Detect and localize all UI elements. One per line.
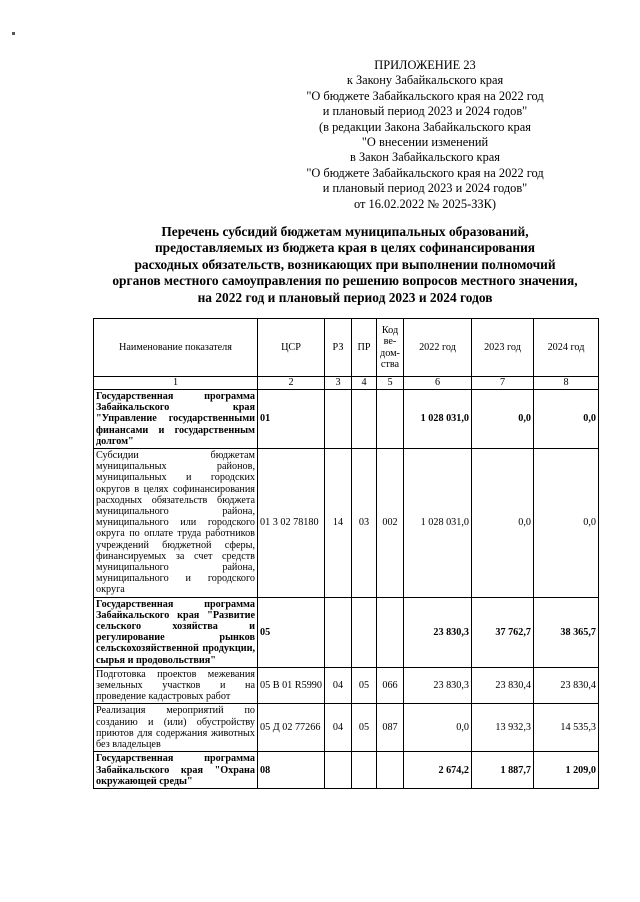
appendix-line: "О бюджете Забайкальского края на 2022 год [306, 165, 544, 180]
cell-csr: 05 Д 02 77266 [258, 704, 325, 752]
cell-y2024: 1 209,0 [534, 752, 599, 789]
cell-csr: 01 [258, 390, 325, 449]
cell-csr: 05 В 01 R5990 [258, 667, 325, 704]
cell-pr [352, 390, 377, 449]
appendix-line: "О бюджете Забайкальского края на 2022 год [306, 88, 544, 103]
title-line: предоставляемых из бюджета края в целях софинансирования [154, 240, 536, 256]
scan-mark [12, 32, 15, 35]
cell-csr: 08 [258, 752, 325, 789]
cell-y2023: 13 932,3 [472, 704, 534, 752]
appendix-line: (в редакции Закона Забайкальского края [319, 119, 531, 134]
cell-y2023: 23 830,4 [472, 667, 534, 704]
header-2024: 2024 год [534, 319, 599, 377]
appendix-line: ПРИЛОЖЕНИЕ 23 [374, 58, 476, 72]
appendix-line: от 16.02.2022 № 2025-ЗЗК) [353, 196, 497, 211]
cell-ved: 002 [377, 449, 404, 598]
cell-rz [325, 597, 352, 667]
column-number: 3 [325, 377, 352, 390]
cell-y2022: 1 028 031,0 [404, 449, 472, 598]
cell-pr: 05 [352, 704, 377, 752]
cell-ved [377, 597, 404, 667]
table-row [94, 449, 599, 598]
cell-y2022: 0,0 [404, 704, 472, 752]
cell-y2023: 0,0 [472, 449, 534, 598]
cell-y2024: 38 365,7 [534, 597, 599, 667]
cell-y2022: 23 830,3 [404, 667, 472, 704]
cell-pr: 03 [352, 449, 377, 598]
cell-pr [352, 752, 377, 789]
cell-rz [325, 752, 352, 789]
title-line: органов местного самоуправления по решению вопросов местного значения, [112, 273, 578, 289]
header-2022: 2022 год [404, 319, 472, 377]
cell-pr [352, 597, 377, 667]
table-row [94, 667, 599, 704]
cell-name: Государственная программа Забайкальского края "Охрана окружающей среды" [94, 752, 258, 789]
cell-name: Государственная программа Забайкальского края "Развитие сельского хозяйства и регулирование рынков сельскохозяйственной продукции, сырья и продовольствия" [94, 597, 258, 667]
column-number: 5 [377, 377, 404, 390]
column-number: 2 [258, 377, 325, 390]
column-number: 6 [404, 377, 472, 390]
cell-name: Реализация мероприятий по созданию и (или) обустройству приютов для содержания животных без владельцев [94, 704, 258, 752]
cell-name: Субсидии бюджетам муниципальных районов, муниципальных и городских округов в целях софинансирования расходных обязательств бюджета муниципального района, муниципального или городского округа по оплате труда работников учреждений бюджетной сферы, финансируемых за счет средств муниципального района, муниципального и городского округа [94, 449, 258, 598]
cell-y2023: 1 887,7 [472, 752, 534, 789]
header-row [94, 319, 599, 377]
cell-y2022: 2 674,2 [404, 752, 472, 789]
column-number: 1 [94, 377, 258, 390]
appendix-line: и плановый период 2023 и 2024 годов" [322, 181, 528, 196]
cell-ved: 087 [377, 704, 404, 752]
cell-y2023: 0,0 [472, 390, 534, 449]
cell-rz [325, 390, 352, 449]
cell-ved [377, 752, 404, 789]
column-number-row [94, 377, 599, 390]
cell-y2024: 23 830,4 [534, 667, 599, 704]
cell-y2022: 1 028 031,0 [404, 390, 472, 449]
cell-y2024: 0,0 [534, 449, 599, 598]
title-line: на 2022 год и плановый период 2023 и 2024 годов [197, 289, 493, 305]
table-row [94, 597, 599, 667]
cell-ved: 066 [377, 667, 404, 704]
cell-pr: 05 [352, 667, 377, 704]
cell-name: Государственная программа Забайкальского края "Управление государственными финансами и государственным долгом" [94, 390, 258, 449]
header-ved: Код ве-дом-ства [377, 319, 404, 377]
header-rz: РЗ [325, 319, 352, 377]
table-row [94, 752, 599, 789]
subsidies-table [93, 318, 599, 789]
appendix-header [260, 58, 590, 212]
header-csr: ЦСР [258, 319, 325, 377]
appendix-line: в Закон Забайкальского края [350, 150, 500, 165]
cell-rz: 04 [325, 704, 352, 752]
header-pr: ПР [352, 319, 377, 377]
column-number: 8 [534, 377, 599, 390]
title-line: Перечень субсидий бюджетам муниципальных образований, [161, 224, 529, 239]
column-number: 7 [472, 377, 534, 390]
cell-y2023: 37 762,7 [472, 597, 534, 667]
cell-rz: 14 [325, 449, 352, 598]
cell-csr: 01 3 02 78180 [258, 449, 325, 598]
title-line: расходных обязательств, возникающих при выполнении полномочий [134, 256, 556, 272]
cell-csr: 05 [258, 597, 325, 667]
table-row [94, 390, 599, 449]
header-2023: 2023 год [472, 319, 534, 377]
appendix-line: и плановый период 2023 и 2024 годов" [322, 104, 528, 119]
cell-y2022: 23 830,3 [404, 597, 472, 667]
document-title [90, 224, 600, 306]
cell-rz: 04 [325, 667, 352, 704]
cell-name: Подготовка проектов межевания земельных участков и на проведение кадастровых работ [94, 667, 258, 704]
cell-ved [377, 390, 404, 449]
cell-y2024: 0,0 [534, 390, 599, 449]
table-row [94, 704, 599, 752]
column-number: 4 [352, 377, 377, 390]
cell-y2024: 14 535,3 [534, 704, 599, 752]
appendix-line: к Закону Забайкальского края [346, 73, 504, 88]
appendix-line: "О внесении изменений [361, 135, 489, 150]
header-name: Наименование показателя [94, 319, 258, 377]
